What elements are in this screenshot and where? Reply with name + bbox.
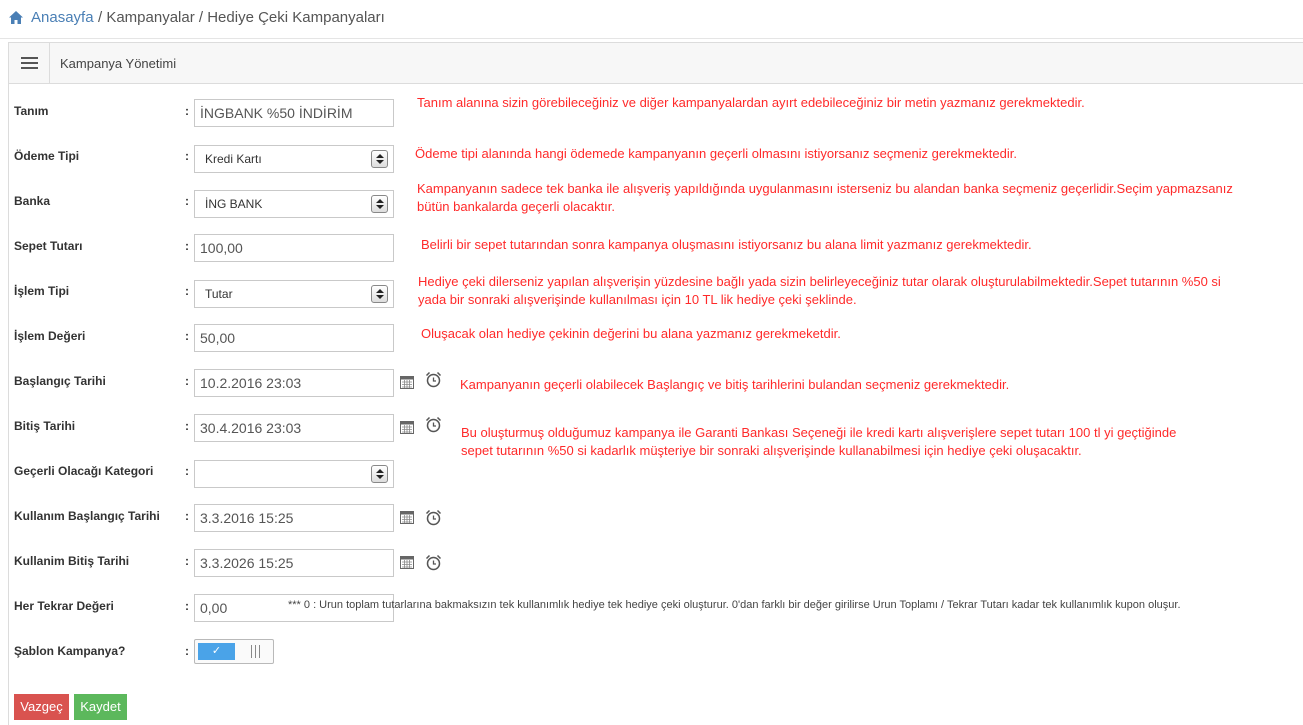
select-arrows-icon: [371, 195, 388, 213]
odeme-tipi-select[interactable]: [194, 145, 394, 173]
clock-icon[interactable]: [425, 371, 442, 388]
islem-tipi-select[interactable]: [194, 280, 394, 308]
clock-icon[interactable]: [425, 554, 442, 571]
tanim-note: Tanım alanına sizin görebileceğiniz ve diğer kampanyalardan ayırt edebileceğiniz bir metin yazmanız gerekmektedir.: [417, 95, 1085, 110]
toggle-check-icon: ✓: [198, 643, 235, 660]
kategori-select[interactable]: [194, 460, 394, 488]
sepet-note: Belirli bir sepet tutarından sonra kampanya oluşmasını istiyorsanız bu alana limit yazmanız gerekmektedir.: [421, 237, 1032, 252]
odeme-tipi-label: Ödeme Tipi: [14, 149, 80, 163]
colon: :: [185, 599, 189, 613]
calendar-icon[interactable]: [400, 556, 414, 569]
panel-header: [9, 43, 1303, 84]
bitis-tarihi-input[interactable]: 30.4.2016 23:03: [194, 414, 394, 442]
kategori-label: Geçerli Olacağı Kategori: [14, 464, 154, 478]
home-icon[interactable]: [8, 10, 24, 25]
calendar-icon[interactable]: [400, 421, 414, 434]
colon: :: [185, 419, 189, 433]
islem-degeri-label: İşlem Değeri: [14, 329, 86, 343]
sablon-label: Şablon Kampanya?: [14, 644, 126, 658]
colon: :: [185, 284, 189, 298]
colon: :: [185, 374, 189, 388]
ornek-note-line1: Bu oluşturmuş olduğumuz kampanya ile Garanti Bankası Seçeneği ile kredi kartı alışverişlere sepet tutarı 100 tl yi geçtiğinde: [461, 425, 1177, 440]
colon: :: [185, 464, 189, 478]
tekrar-degeri-hint: *** 0 : Urun toplam tutarlarına bakmaksızın tek kullanımlık hediye tek hediye çeki oluşturur. 0'dan farklı bir değer girilirse Urun Toplamı / Tekrar Tutarı kadar tek kullanımlık kupon oluşur.: [288, 599, 1181, 611]
tanim-label: Tanım: [14, 104, 49, 118]
select-arrows-icon: [371, 150, 388, 168]
sablon-toggle[interactable]: [194, 639, 274, 664]
colon: :: [185, 239, 189, 253]
select-arrows-icon: [371, 465, 388, 483]
panel-title: Kampanya Yönetimi: [60, 56, 177, 71]
sepet-tutari-input[interactable]: 100,00: [194, 234, 394, 262]
calendar-icon[interactable]: [400, 376, 414, 389]
colon: :: [185, 509, 189, 523]
islem-tipi-note-line2: yada bir sonraki alışverişinde kullanılması için 10 TL lik hediye çeki şeklinde.: [418, 292, 857, 307]
tekrar-degeri-input[interactable]: 0,00: [194, 594, 394, 622]
banka-label: Banka: [14, 194, 51, 208]
banka-value: İNG BANK: [205, 197, 263, 211]
clock-icon[interactable]: [425, 509, 442, 526]
save-button[interactable]: Kaydet: [74, 694, 127, 720]
breadcrumb: [0, 0, 1303, 39]
menu-toggle-button[interactable]: [9, 43, 50, 83]
odeme-note: Ödeme tipi alanında hangi ödemede kampanyanın geçerli olmasını istiyorsanız seçmeniz gerekmektedir.: [415, 146, 1017, 161]
kullanim-baslangic-input[interactable]: 3.3.2016 15:25: [194, 504, 394, 532]
cancel-button[interactable]: Vazgeç: [14, 694, 69, 720]
banka-note-line2: bütün bankalarda geçerli olacaktır.: [417, 199, 616, 214]
islem-degeri-note: Oluşacak olan hediye çekinin değerini bu alana yazmanız gerekmeketdir.: [421, 326, 841, 341]
ornek-note-line2: sepet tutarının %50 si kadarlık müşteriye bir sonraki alışverişinde kullanabilmesi için hediye çeki oluşacaktır.: [461, 443, 1082, 458]
breadcrumb-path: / Kampanyalar / Hediye Çeki Kampanyaları: [98, 9, 385, 26]
clock-icon[interactable]: [425, 416, 442, 433]
baslangic-tarihi-input[interactable]: 10.2.2016 23:03: [194, 369, 394, 397]
colon: :: [185, 554, 189, 568]
baslangic-tarihi-label: Başlangıç Tarihi: [14, 374, 106, 388]
islem-tipi-note-line1: Hediye çeki dilerseniz yapılan alışverişin yüzdesine bağlı yada sizin belirleyeceğiniz tutar olarak oluşturulabilmektedir.Sepet tutarının %50 si: [418, 274, 1221, 289]
tarih-note: Kampanyanın geçerli olabilecek Başlangıç ve bitiş tarihlerini bulandan seçmeniz gerekmektedir.: [460, 377, 1010, 392]
toggle-grip-icon: [251, 645, 252, 658]
kullanim-bitis-input[interactable]: 3.3.2026 15:25: [194, 549, 394, 577]
islem-tipi-label: İşlem Tipi: [14, 284, 70, 298]
breadcrumb-home-link[interactable]: Anasayfa: [31, 9, 94, 26]
select-arrows-icon: [371, 285, 388, 303]
colon: :: [185, 149, 189, 163]
colon: :: [185, 194, 189, 208]
bitis-tarihi-label: Bitiş Tarihi: [14, 419, 76, 433]
odeme-tipi-value: Kredi Kartı: [205, 152, 262, 166]
tanim-input[interactable]: İNGBANK %50 İNDİRİM: [194, 99, 394, 127]
colon: :: [185, 104, 189, 118]
islem-degeri-input[interactable]: 50,00: [194, 324, 394, 352]
banka-note-line1: Kampanyanın sadece tek banka ile alışveriş yapıldığında uygulanmasını isterseniz bu alandan banka seçmeniz geçerlidir.Seçim yapmazsanız: [417, 181, 1233, 196]
colon: :: [185, 329, 189, 343]
hamburger-icon: [21, 57, 38, 59]
kullanim-baslangic-label: Kullanım Başlangıç Tarihi: [14, 509, 160, 523]
islem-tipi-value: Tutar: [205, 287, 233, 301]
kullanim-bitis-label: Kullanim Bitiş Tarihi: [14, 554, 130, 568]
calendar-icon[interactable]: [400, 511, 414, 524]
tekrar-degeri-label: Her Tekrar Değeri: [14, 599, 114, 613]
colon: :: [185, 644, 189, 658]
banka-select[interactable]: [194, 190, 394, 218]
sepet-tutari-label: Sepet Tutarı: [14, 239, 83, 253]
